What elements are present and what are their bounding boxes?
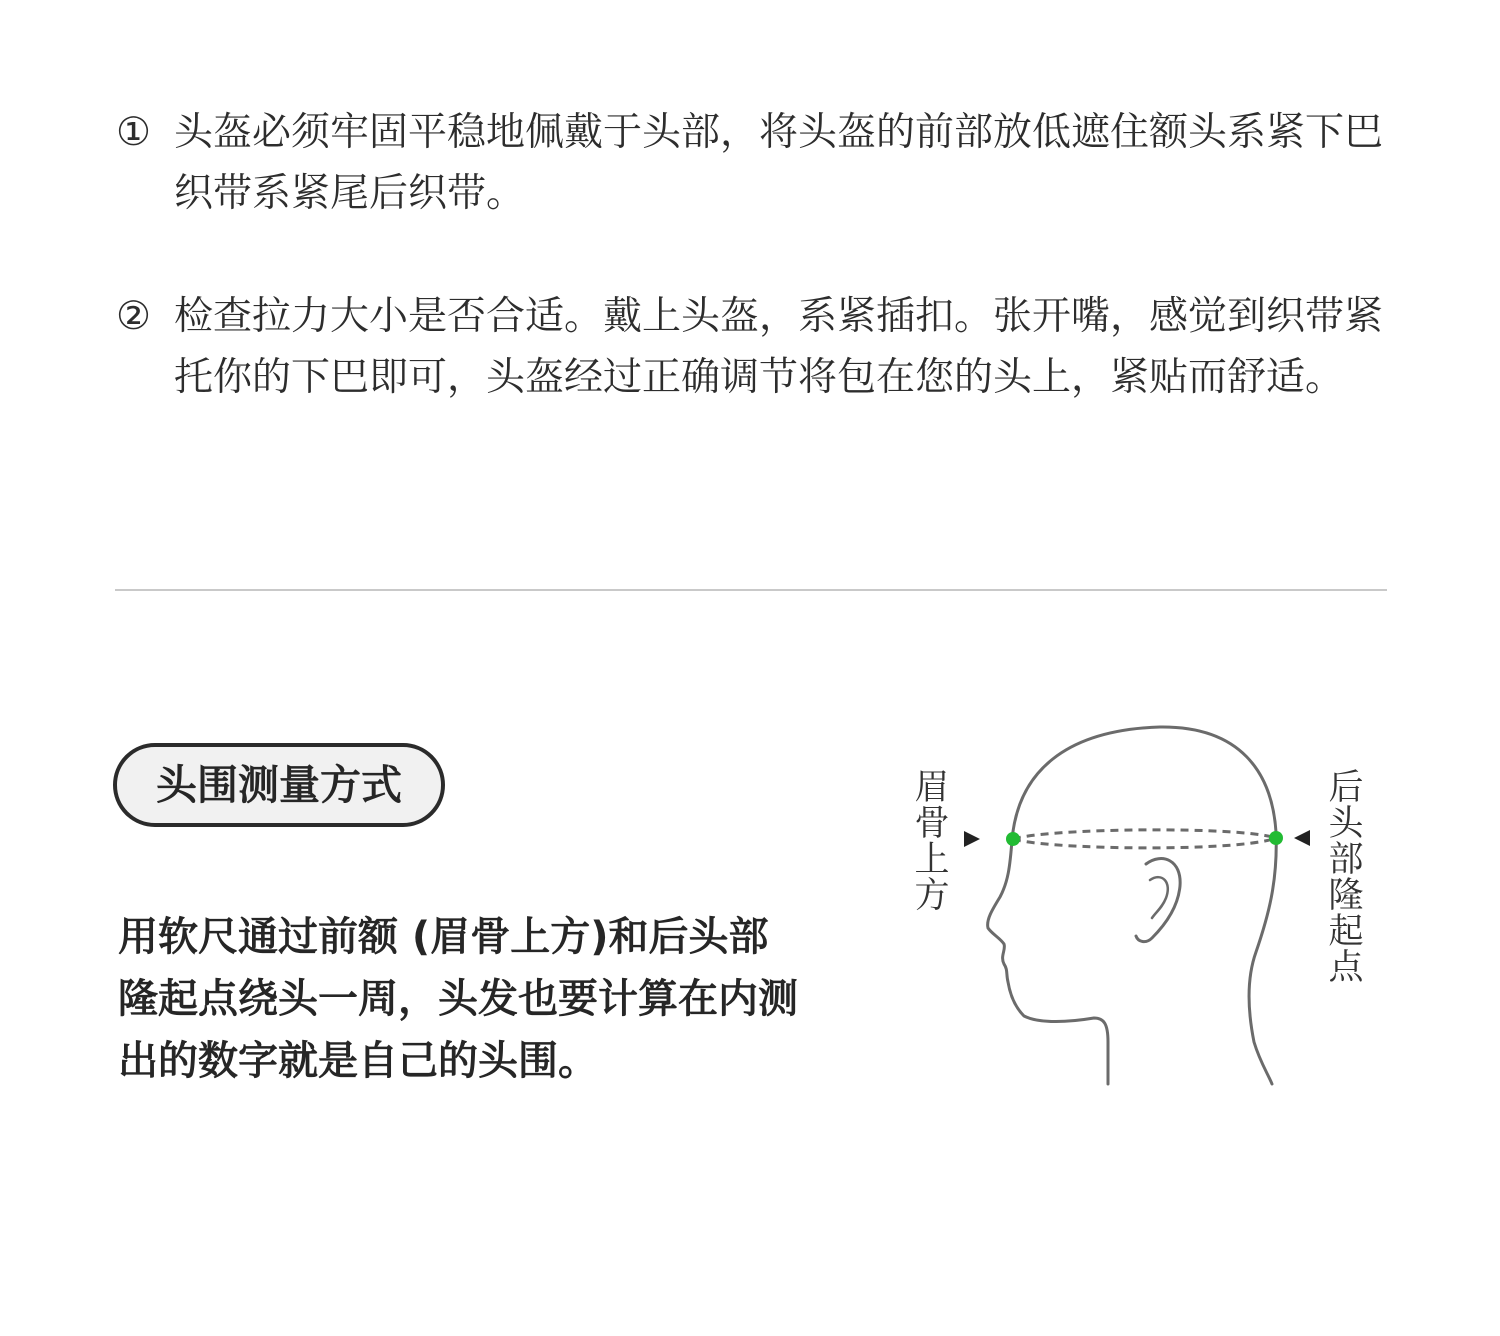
label-brow-bone: 眉骨上方: [914, 768, 950, 916]
back-marker-dot: [1269, 831, 1283, 845]
instruction-step-1: [116, 102, 1392, 224]
back-arrow-icon: [1294, 830, 1310, 846]
section-title-badge: 头围测量方式: [113, 743, 445, 827]
front-arrow-icon: [964, 831, 980, 847]
measurement-description: 用软尺通过前额 (眉骨上方)和后头部隆起点绕头一周，头发也要计算在内测出的数字就是自己的头围。: [118, 914, 798, 1084]
step-text-2: 检查拉力大小是否合适。戴上头盔，系紧插扣。张开嘴，感觉到织带紧托你的下巴即可，头盔经过正确调节将包在您的头上，紧贴而舒适。: [174, 294, 1384, 400]
label-occipital-point: 后头部隆起点: [1328, 768, 1364, 988]
instruction-step-2: [116, 286, 1392, 408]
step-number-1: ①: [116, 110, 151, 155]
step-text-1: 头盔必须牢固平稳地佩戴于头部，将头盔的前部放低遮住额头系紧下巴织带系紧尾后织带。: [174, 110, 1384, 216]
head-profile-icon: [900, 712, 1400, 1092]
head-measurement-illustration: [900, 712, 1400, 1092]
front-marker-dot: [1006, 832, 1020, 846]
step-number-2: ②: [116, 294, 151, 339]
section-divider: [115, 589, 1387, 591]
